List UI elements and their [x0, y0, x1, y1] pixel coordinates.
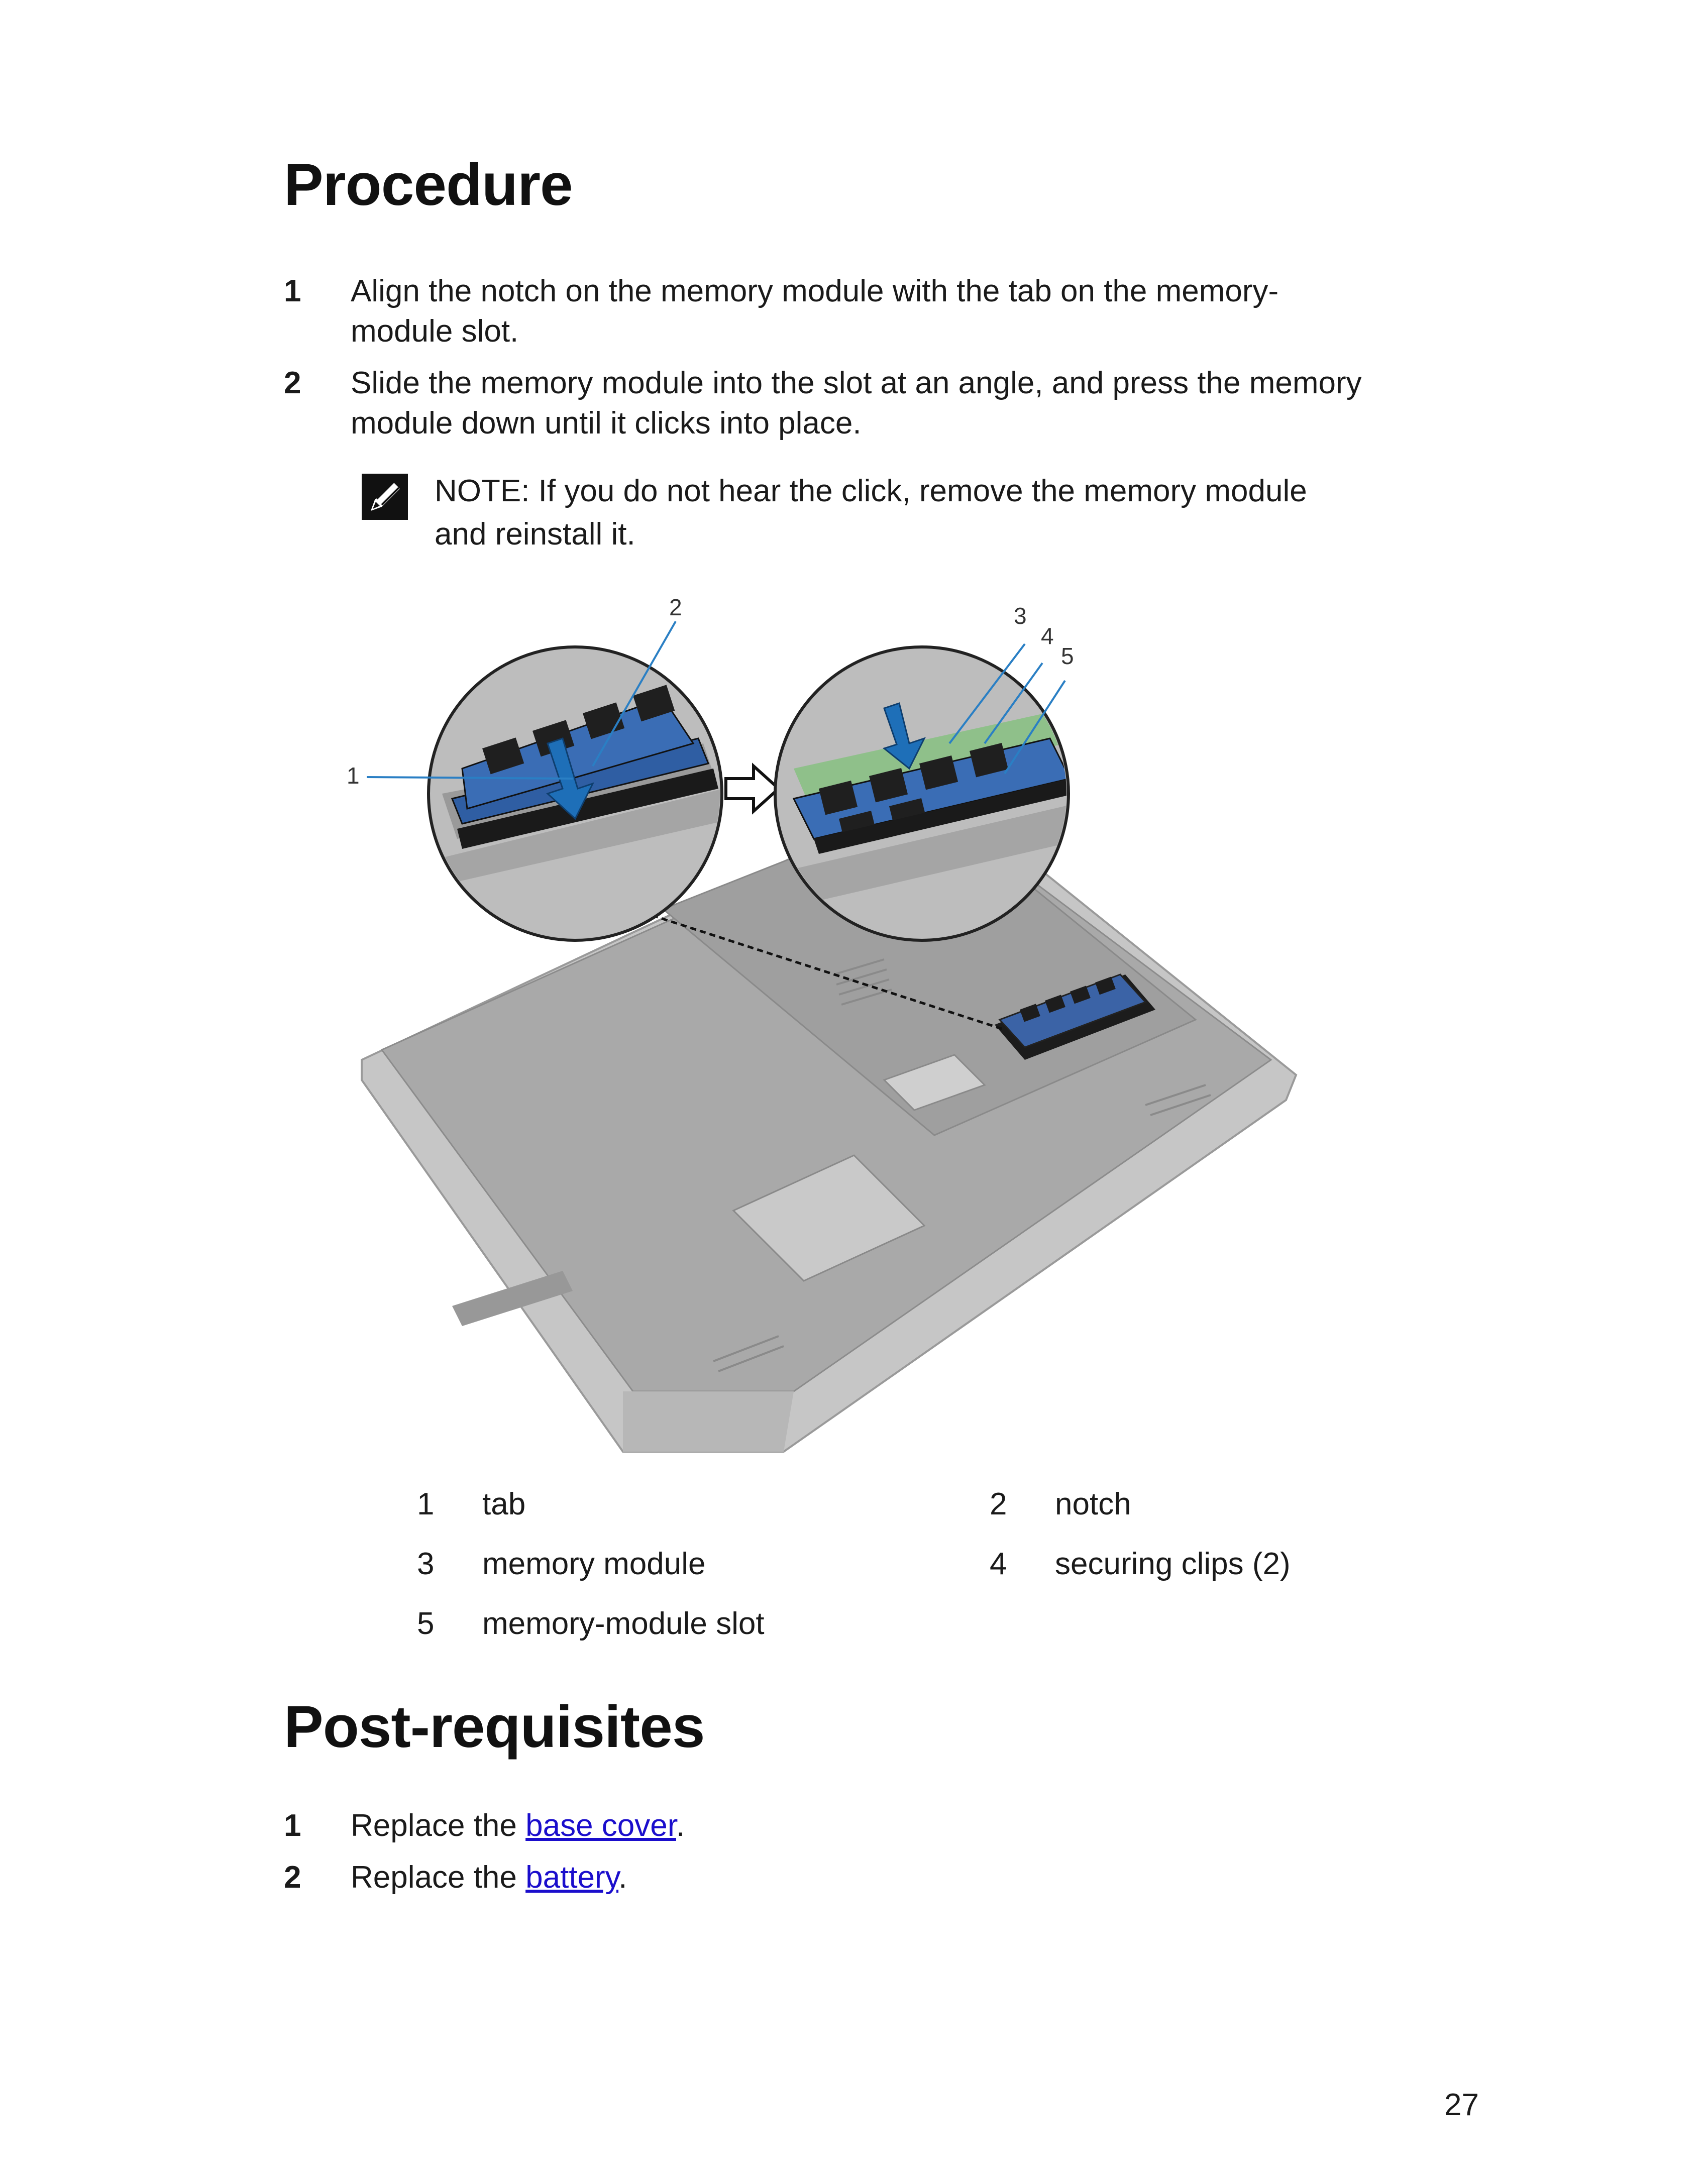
callout-2: 2	[669, 594, 682, 620]
legend-label: notch	[1055, 1487, 1131, 1521]
step-number: 1	[284, 1808, 301, 1843]
legend-label: securing clips (2)	[1055, 1547, 1291, 1581]
legend-number: 3	[417, 1547, 435, 1581]
legend-number: 4	[990, 1547, 1007, 1581]
postrequisites-heading: Post-requisites	[284, 1694, 705, 1760]
legend-number: 2	[990, 1487, 1007, 1521]
step-text-suffix: .	[618, 1860, 627, 1895]
page-number: 27	[1444, 2088, 1479, 2122]
callout-4: 4	[1041, 623, 1054, 649]
base-cover-link[interactable]: base cover	[525, 1808, 676, 1843]
step-text	[351, 363, 1536, 444]
note-text	[435, 470, 1489, 556]
callout-1: 1	[347, 762, 360, 789]
step-number: 1	[284, 274, 301, 308]
legend-label: memory module	[482, 1547, 706, 1581]
step-text-line: Align the notch on the memory module with the tab on the memory-	[351, 274, 1279, 308]
step-text	[351, 1806, 1536, 1846]
callout-3: 3	[1014, 603, 1027, 629]
step-text-line: module down until it clicks into place.	[351, 406, 862, 441]
step-number: 2	[284, 366, 301, 400]
step-text	[351, 271, 1536, 352]
step-text-prefix: Replace the	[351, 1808, 526, 1843]
legend-label: memory-module slot	[482, 1606, 765, 1641]
memory-module-illustration	[347, 578, 1306, 1462]
callout-5: 5	[1061, 643, 1074, 669]
step-text-line: module slot.	[351, 314, 519, 349]
legend-label: tab	[482, 1487, 526, 1521]
step-text-prefix: Replace the	[351, 1860, 526, 1895]
battery-link[interactable]: battery	[525, 1860, 619, 1895]
pencil-note-icon	[362, 474, 408, 520]
next-step-arrow-icon	[726, 766, 779, 811]
step-number: 2	[284, 1860, 301, 1895]
procedure-heading: Procedure	[284, 152, 573, 218]
legend-number: 1	[417, 1487, 435, 1521]
note-text-line: and reinstall it.	[435, 517, 635, 552]
step-text-line: Slide the memory module into the slot at an angle, and press the memory	[351, 366, 1362, 400]
step-text-suffix: .	[676, 1808, 685, 1843]
legend-number: 5	[417, 1606, 435, 1641]
note-label: NOTE:	[435, 474, 530, 508]
note-text-line: If you do not hear the click, remove the memory module	[529, 474, 1307, 508]
step-text	[351, 1858, 1536, 1898]
